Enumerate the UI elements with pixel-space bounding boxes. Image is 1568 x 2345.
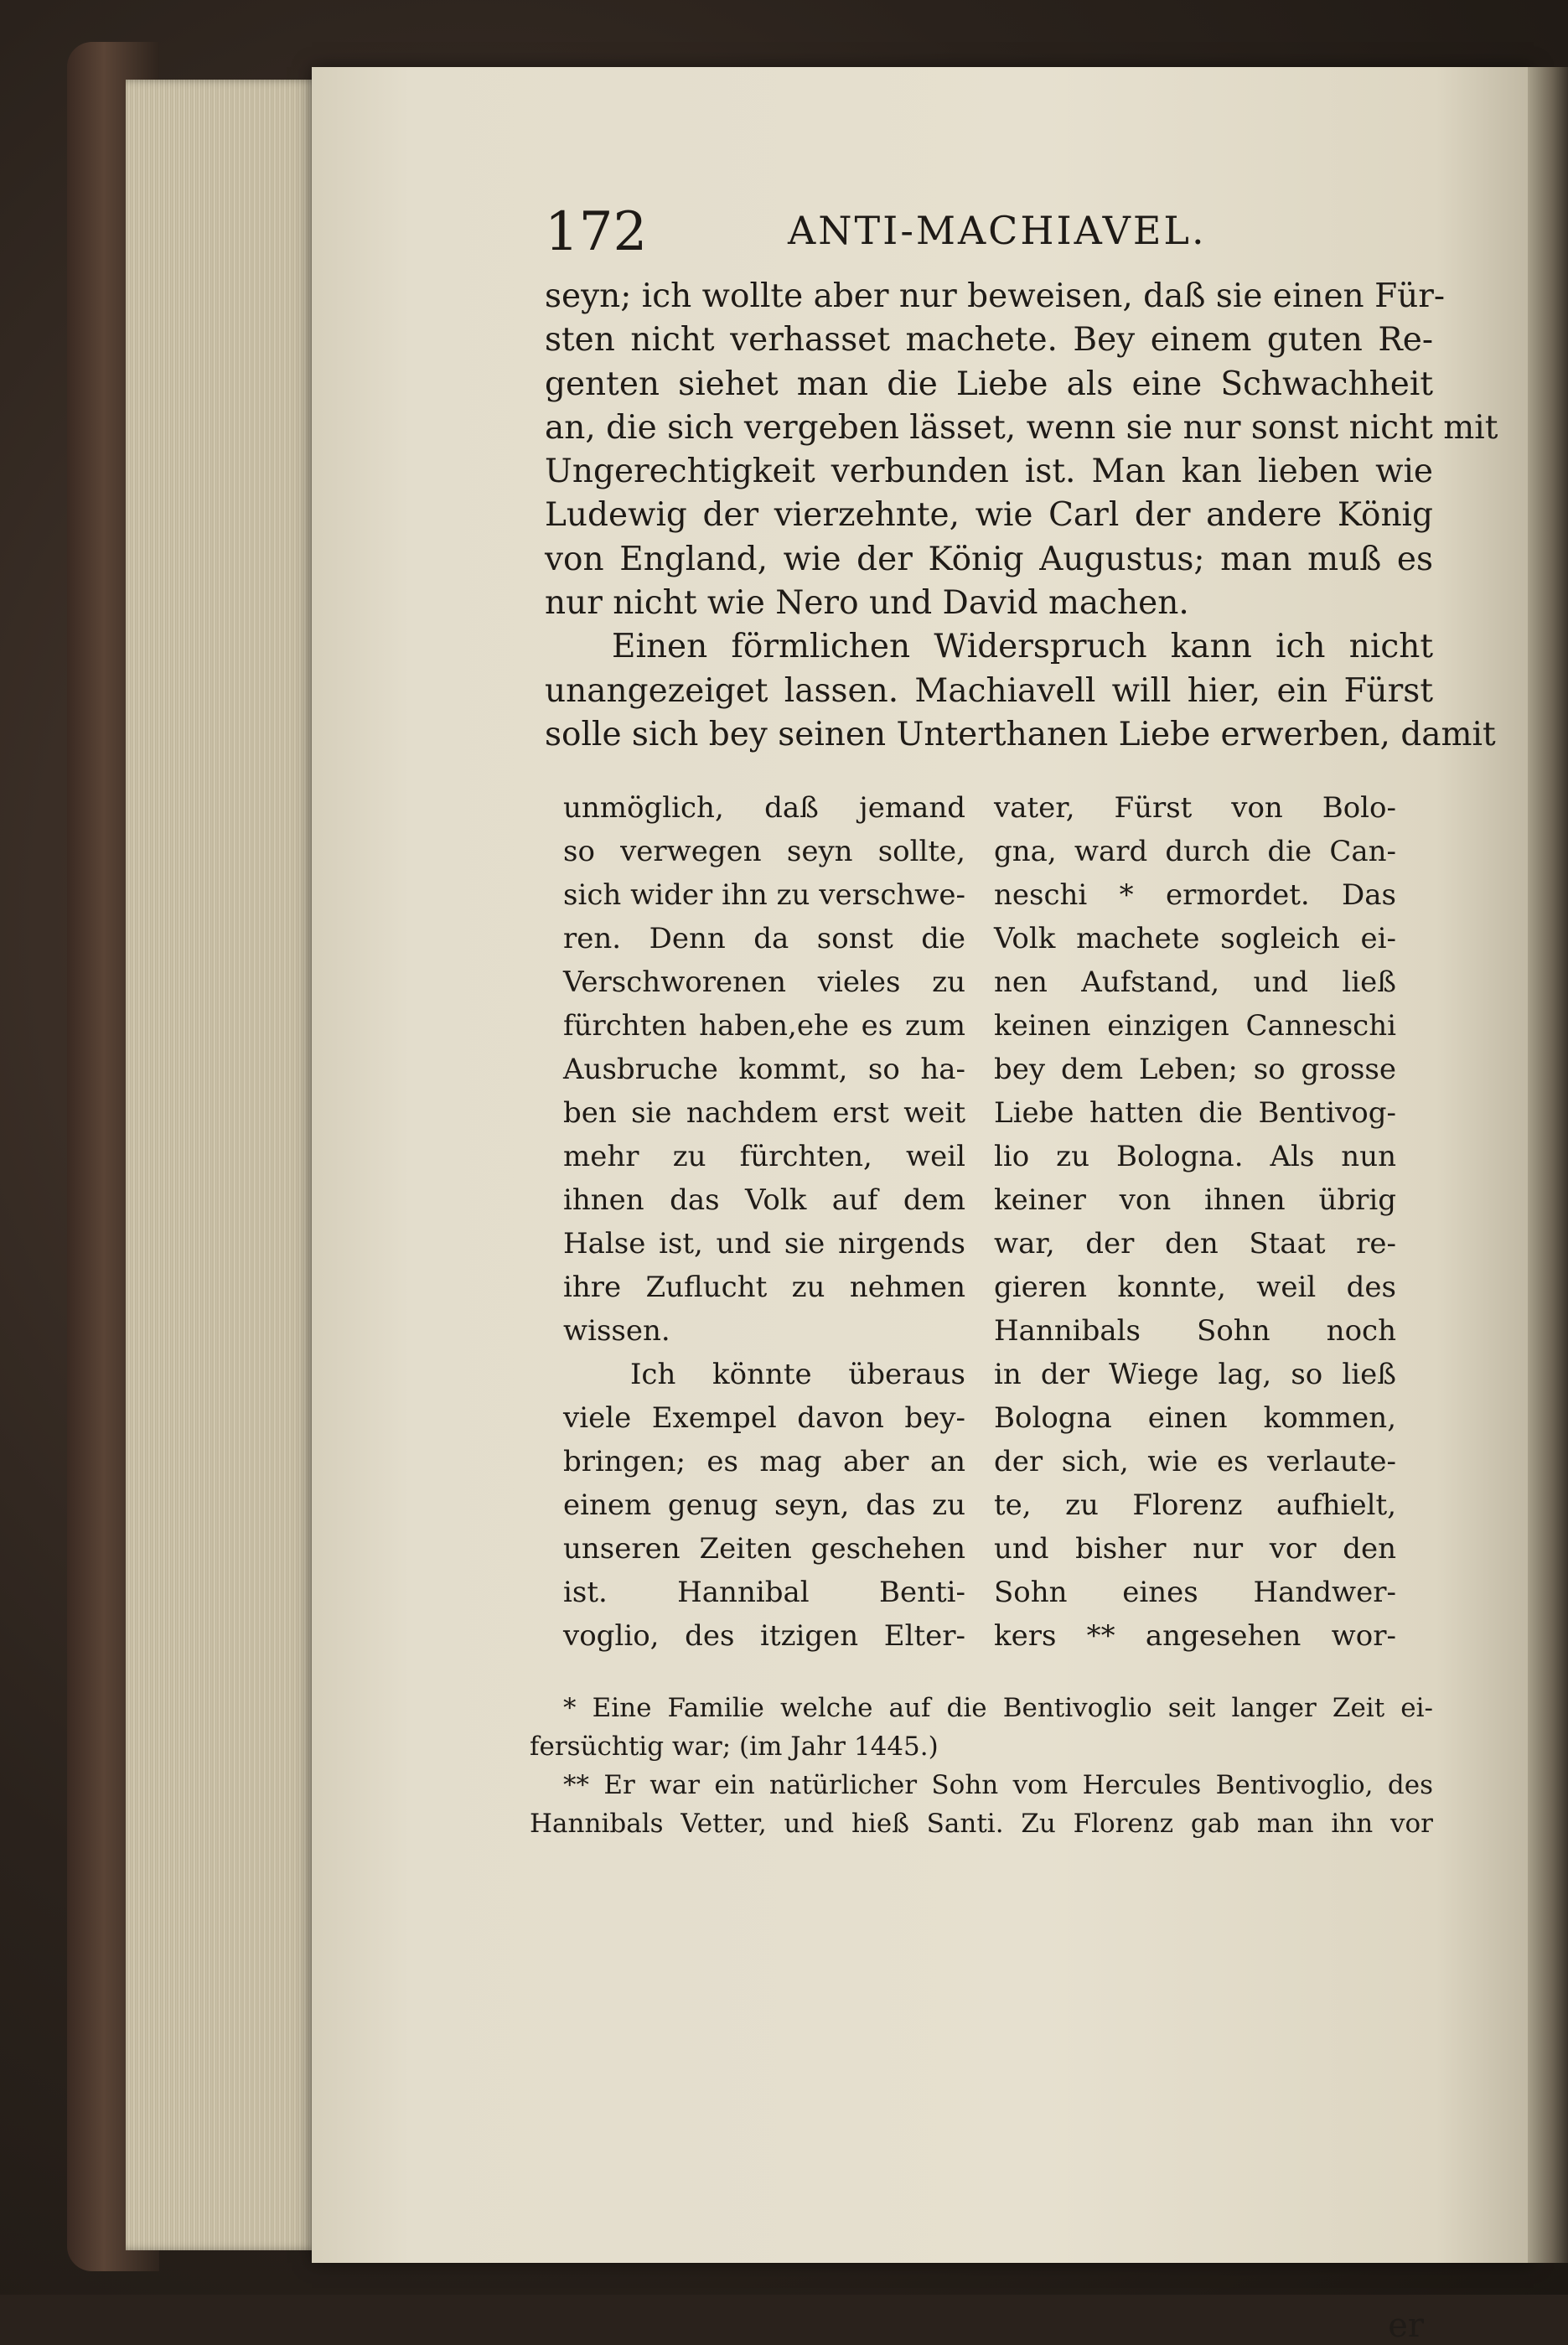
body-line: Ungerechtigkeit verbunden ist. Man kan lieben wie: [545, 453, 1433, 491]
column-line: der sich, wie es verlaute-: [994, 1445, 1396, 1478]
column-line: unmöglich, daß jemand: [563, 791, 965, 825]
page-number: 172: [545, 201, 648, 263]
footnote-line: fersüchtig war; (im Jahr 1445.): [530, 1732, 939, 1762]
page-edges: [126, 80, 318, 2250]
column-line: viele Exempel davon bey-: [563, 1401, 965, 1435]
column-line: gieren konnte, weil des: [994, 1271, 1396, 1304]
column-line: bringen; es mag aber an: [563, 1445, 965, 1478]
column-line: neschi * ermordet. Das: [994, 878, 1396, 912]
column-line: Halse ist, und sie nirgends: [563, 1227, 965, 1261]
footnotes: [530, 1689, 1433, 1843]
body-line: an, die sich vergeben lässet, wenn sie nur sonst nicht mit: [545, 408, 1498, 447]
column-line: bey dem Leben; so grosse: [994, 1053, 1396, 1086]
column-line: Ausbruche kommt, so ha-: [563, 1053, 965, 1086]
column-line: war, der den Staat re-: [994, 1227, 1396, 1261]
column-line: lio zu Bologna. Als nun: [994, 1140, 1396, 1173]
body-line: sten nicht verhasset machete. Bey einem guten Re-: [545, 321, 1433, 360]
footnote-line: * Eine Familie welche auf die Bentivoglio seit langer Zeit ei-: [563, 1693, 1433, 1723]
body-line: unangezeiget lassen. Machiavell will hier, ein Fürst: [545, 671, 1433, 710]
column-line: unseren Zeiten geschehen: [563, 1532, 965, 1566]
left-column: [563, 786, 965, 1658]
footnote-line: ** Er war ein natürlicher Sohn vom Hercules Bentivoglio, des: [563, 1770, 1433, 1800]
column-line: Verschworenen vieles zu: [563, 965, 965, 999]
column-line: in der Wiege lag, so ließ: [994, 1358, 1396, 1391]
column-line: Bologna einen kommen,: [994, 1401, 1396, 1435]
body-line: genten siehet man die Liebe als eine Schwachheit: [545, 365, 1433, 403]
column-line: fürchten haben,ehe es zum: [563, 1009, 965, 1043]
footnote-line: Hannibals Vetter, und hieß Santi. Zu Florenz gab man ihn vor: [530, 1809, 1433, 1839]
column-line: ihre Zuflucht zu nehmen: [563, 1271, 965, 1304]
column-line: und bisher nur vor den: [994, 1532, 1396, 1566]
body-line: nur nicht wie Nero und David machen.: [545, 584, 1189, 623]
running-head: [545, 201, 1433, 268]
column-line: Volk machete sogleich ei-: [994, 922, 1396, 955]
column-line: wissen.: [563, 1314, 670, 1348]
column-line: sich wider ihn zu verschwe-: [563, 878, 965, 912]
column-line: mehr zu fürchten, weil: [563, 1140, 965, 1173]
column-line: so verwegen seyn sollte,: [563, 835, 965, 868]
column-line: kers ** angesehen wor-: [994, 1619, 1396, 1653]
column-line: ben sie nachdem erst weit: [563, 1096, 965, 1130]
right-column: [994, 786, 1396, 1658]
column-line: ihnen das Volk auf dem: [563, 1183, 965, 1217]
column-line: vater, Fürst von Bolo-: [994, 791, 1396, 825]
column-line: ren. Denn da sonst die: [563, 922, 965, 955]
column-line: Liebe hatten die Bentivog-: [994, 1096, 1396, 1130]
page-title: ANTI-MACHIAVEL.: [788, 208, 1207, 253]
body-line: Ludewig der vierzehnte, wie Carl der andere König: [545, 496, 1433, 535]
column-line: Ich könnte überaus: [630, 1358, 965, 1391]
column-line: voglio, des itzigen Elter-: [563, 1619, 965, 1653]
column-line: Sohn eines Handwer-: [994, 1576, 1396, 1609]
body-line: solle sich bey seinen Unterthanen Liebe erwerben, damit: [545, 715, 1496, 753]
body-line: seyn; ich wollte aber nur beweisen, daß sie einen Für-: [545, 277, 1446, 315]
column-line: nen Aufstand, und ließ: [994, 965, 1396, 999]
column-line: keinen einzigen Canneschi: [994, 1009, 1396, 1043]
column-line: keiner von ihnen übrig: [994, 1183, 1396, 1217]
column-line: te, zu Florenz aufhielt,: [994, 1488, 1396, 1522]
column-line: ist. Hannibal Benti-: [563, 1576, 965, 1609]
body-line: Einen förmlichen Widerspruch kann ich nicht: [612, 628, 1433, 666]
column-line: einem genug seyn, das zu: [563, 1488, 965, 1522]
column-line: Hannibals Sohn noch: [994, 1314, 1396, 1348]
body-line: von England, wie der König Augustus; man muß es: [545, 540, 1433, 578]
column-line: gna, ward durch die Can-: [994, 835, 1396, 868]
facing-page-gutter: [1528, 67, 1568, 2263]
body-text: [545, 275, 1498, 757]
catchword: er: [1388, 2306, 1424, 2345]
